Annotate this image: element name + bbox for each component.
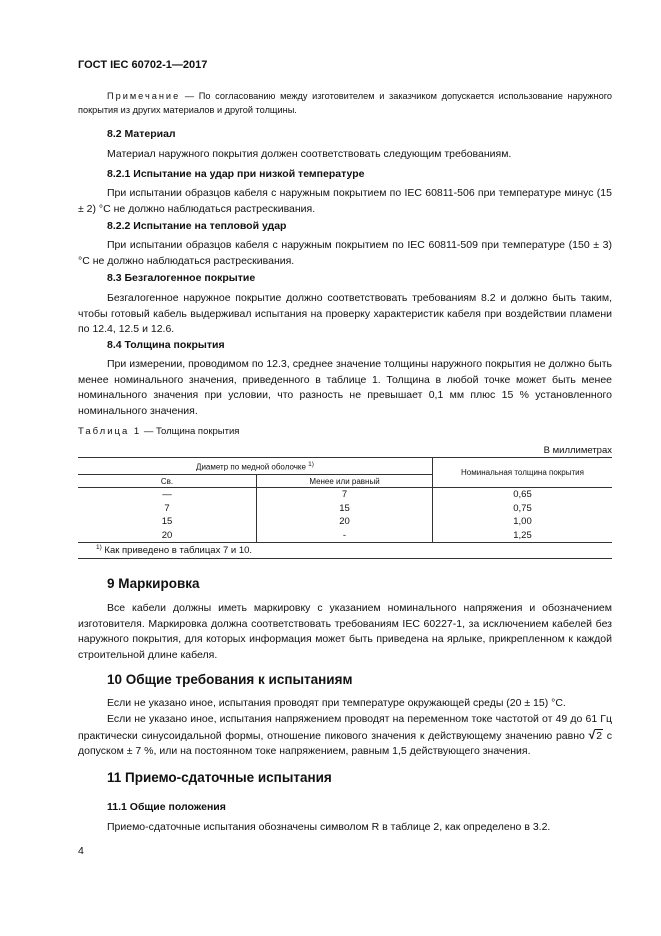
- cell-thickness: 0,75: [513, 502, 532, 514]
- header-footnote-mark: 1): [308, 460, 314, 468]
- header-upto: Менее или равный: [257, 475, 433, 488]
- section-9-title: 9 Маркировка: [107, 576, 200, 591]
- table-units: В миллиметрах: [543, 445, 612, 456]
- sqrt-radicand: 2: [596, 729, 603, 742]
- table-caption-label: Таблица 1: [78, 426, 142, 437]
- note-text: — По согласованию между изготовителем и заказчиком допускается использование наружного покрытия из других материалов и другой толщины.: [78, 91, 612, 115]
- section-9-text: [78, 601, 612, 663]
- cell-thickness: 1,25: [513, 529, 532, 541]
- section-8-2-1-title: 8.2.1 Испытание на удар при низкой температуре: [107, 168, 365, 180]
- cell-over: 7: [78, 502, 257, 516]
- header-thickness: [433, 458, 613, 488]
- cell-thickness: 1,00: [513, 516, 532, 528]
- section-8-3-title: 8.3 Безгалогенное покрытие: [107, 272, 256, 284]
- section-10-text-1: [78, 696, 612, 712]
- cell-thickness: 0,65: [513, 489, 532, 501]
- section-8-2-2-text: [78, 238, 612, 269]
- section-8-2-text: [78, 147, 612, 163]
- table-row: [78, 529, 612, 543]
- cell-upto: -: [257, 529, 433, 543]
- section-11-1-body: Приемо-сдаточные испытания обозначены символом R в таблице 2, как определено в 3.2.: [107, 821, 551, 833]
- cell-upto: 20: [257, 515, 433, 529]
- header-diameter-text: Диаметр по медной оболочке: [196, 462, 306, 472]
- section-8-2-2-body: При испытании образцов кабеля с наружным покрытием по IEC 60811-509 при температуре (150 ± 3) °С не должно наблюдаться растрескивания.: [78, 239, 612, 267]
- table-footnote-mark: 1): [96, 544, 102, 552]
- section-11-title: 11 Приемо-сдаточные испытания: [107, 770, 332, 785]
- section-11-1-title: 11.1 Общие положения: [107, 801, 226, 813]
- cell-upto: 15: [257, 502, 433, 516]
- cell-over: 20: [78, 529, 257, 543]
- section-10-title: 10 Общие требования к испытаниям: [107, 672, 353, 687]
- header-thickness-text: Номинальная толщина покрытия: [461, 468, 584, 477]
- table-row: [78, 502, 612, 516]
- cell-upto: 7: [257, 488, 433, 502]
- table-footnote-text: Как приведено в таблицах 7 и 10.: [104, 545, 253, 557]
- section-9-body: Все кабели должны иметь маркировку с указанием номинального напряжения и обозначением изготовителя. Маркировка должна соответствовать требованиям IEC 60227-1, за исключением кабелей без наружного покрытия, для которых информация может быть приведена на ярлыке, прикрепленном к каждой строительной длине кабеля.: [78, 602, 612, 661]
- section-8-4-text: [78, 357, 612, 419]
- page-number: 4: [78, 845, 84, 857]
- section-8-2-title: 8.2 Материал: [107, 128, 176, 140]
- section-8-4-title: 8.4 Толщина покрытия: [107, 339, 225, 351]
- table-footnote: [78, 543, 612, 559]
- table-caption: [78, 426, 239, 437]
- page-header: ГОСТ IEC 60702-1—2017: [78, 59, 208, 71]
- note: [78, 89, 612, 117]
- section-8-2-body: Материал наружного покрытия должен соответствовать следующим требованиям.: [107, 148, 512, 160]
- table-row: [78, 515, 612, 529]
- sqrt-symbol: √2: [588, 727, 603, 742]
- section-10-text-2: [78, 712, 612, 760]
- section-8-2-1-body: При испытании образцов кабеля с наружным покрытием по IEC 60811-506 при температуре минус (15 ± 2) °С не должно наблюдаться растрескивания.: [78, 187, 612, 215]
- section-8-3-body: Безгалогенное наружное покрытие должно соответствовать требованиям 8.2 и должно быть таким, чтобы готовый кабель выдерживал испытания на проверку характеристик кабеля при воздействии пламени по 12.4, 12.5 и 12.6.: [78, 292, 612, 336]
- section-8-2-2-title: 8.2.2 Испытание на тепловой удар: [107, 220, 287, 232]
- table-header-row: [78, 458, 612, 475]
- cell-over: 15: [78, 515, 257, 529]
- header-over: Св.: [78, 475, 257, 488]
- section-8-4-body: При измерении, проводимом по 12.3, среднее значение толщины наружного покрытия не должно быть менее номинального значения, приведенного в таблице 1. Толщина в любой точке может быть менее номинального значения при условии, что разность не превышает 0,1 мм плюс 15 % установленного номинального значения.: [78, 358, 612, 417]
- section-10-body-2b: с допуском ± 7 %, или на постоянном токе напряжением, равным 1,5 действующего значения.: [78, 729, 613, 758]
- note-label: Примечание: [107, 91, 181, 101]
- section-8-3-text: [78, 291, 612, 338]
- table-caption-text: — Толщина покрытия: [143, 426, 240, 437]
- table-row: [78, 488, 612, 502]
- header-diameter: [78, 458, 433, 475]
- table-footnote-row: [78, 543, 612, 559]
- section-8-2-1-text: [78, 186, 612, 217]
- cell-over: —: [78, 488, 257, 502]
- section-11-1-text: [78, 820, 612, 836]
- thickness-table: [78, 457, 612, 559]
- section-10-body-2a: Если не указано иное, испытания напряжением проводят на переменном токе частотой от 49 до 61 Гц практически синусоидальной формы, отношение пикового значения к действующему значению равно: [78, 713, 612, 742]
- section-10-body-1: Если не указано иное, испытания проводят при температуре окружающей среды (20 ± 15) °С.: [107, 697, 566, 709]
